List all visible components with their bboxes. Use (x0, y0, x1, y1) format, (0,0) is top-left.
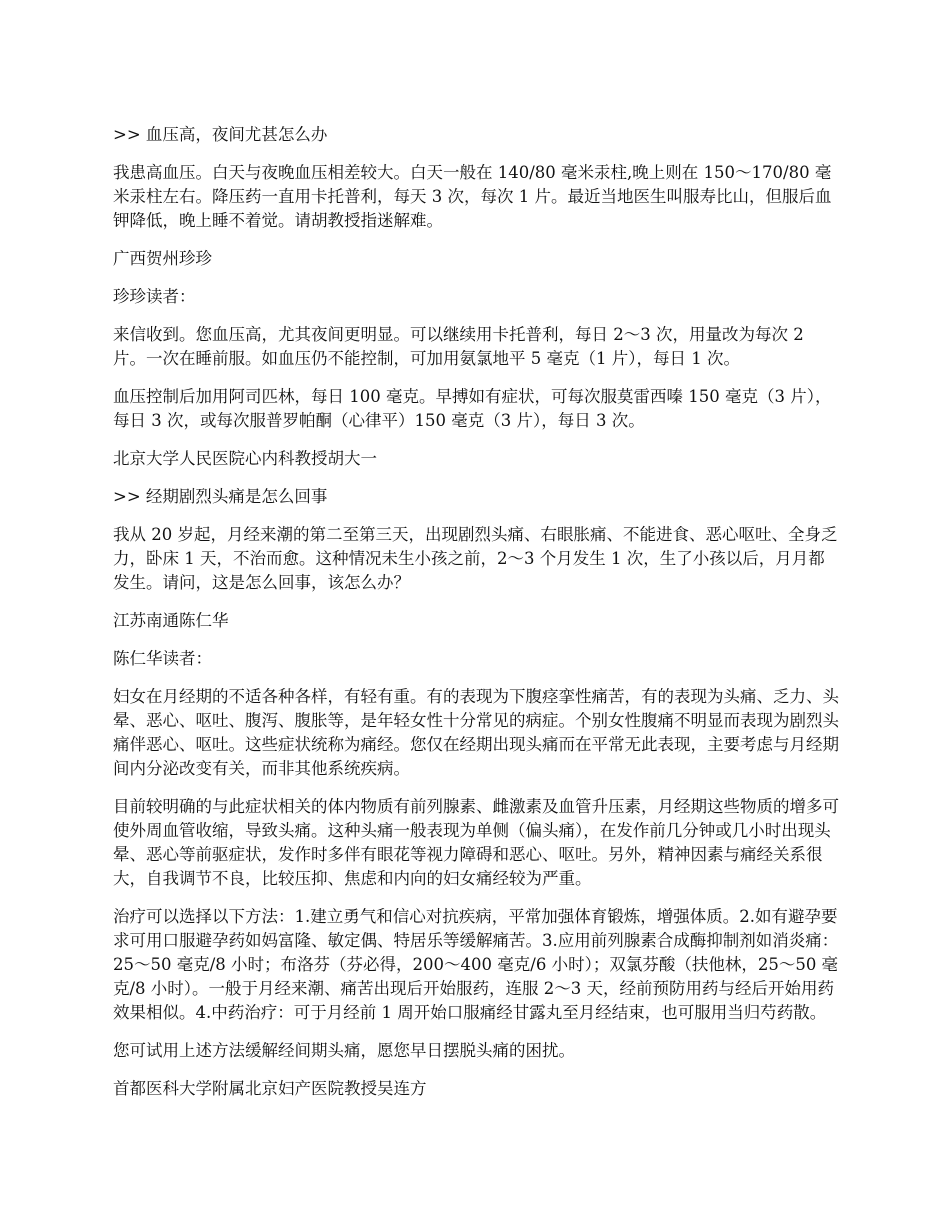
reader-signature: 广西贺州珍珍 (113, 249, 212, 268)
reply-paragraph: 妇女在月经期的不适各种各样，有轻有重。有的表现为下腹痉挛性痛苦，有的表现为头痛、乏力、头晕、恶心、呕吐、腹泻、腹胀等，是年轻女性十分常见的病症。个别女性腹痛不明显而表现为剧烈头痛伴恶心、呕吐。这些症状统称为痛经。您仅在经期出现头痛而在平常无此表现，主要考虑与月经期间内分泌改变有关，而非其他系统疾病。 (113, 687, 839, 778)
reply-paragraph: 您可试用上述方法缓解经间期头痛，愿您早日摆脱头痛的困扰。 (113, 1041, 575, 1060)
section-heading-blood-pressure: >> 血压高，夜间尤甚怎么办 (113, 125, 328, 144)
expert-signature: 北京大学人民医院心内科教授胡大一 (113, 449, 377, 468)
reader-question-paragraph: 我患高血压。白天与夜晚血压相差较大。白天一般在 140/80 毫米汞柱,晚上则在 150～170/80 毫米汞柱左右。降压药一直用卡托普利，每天 3 次，每次 1 片。最近当地医生叫服寿比山，但服后血钾降低，晚上睡不着觉。请胡教授指迷解难。 (113, 163, 832, 230)
reader-signature: 江苏南通陈仁华 (113, 611, 229, 630)
reader-question-paragraph: 我从 20 岁起，月经来潮的第二至第三天，出现剧烈头痛、右眼胀痛、不能进食、恶心呕吐、全身乏力，卧床 1 天，不治而愈。这种情况未生小孩之前，2～3 个月发生 1 次，生了小孩以后，月月都发生。请问，这是怎么回事，该怎么办？ (113, 525, 838, 592)
reply-paragraph: 来信收到。您血压高，尤其夜间更明显。可以继续用卡托普利，每日 2～3 次，用量改为每次 2 片。一次在睡前服。如血压仍不能控制，可加用氨氯地平 5 毫克（1 片），每日 1 次。 (113, 325, 804, 368)
document-body (113, 123, 841, 1115)
reply-paragraph: 血压控制后加用阿司匹林，每日 100 毫克。早搏如有症状，可每次服莫雷西嗪 150 毫克（3 片），每日 3 次，或每次服普罗帕酮（心律平）150 毫克（3 片），每日 3 次。 (113, 387, 832, 430)
reply-salutation: 珍珍读者： (113, 287, 196, 306)
section-heading-menstrual-headache: >> 经期剧烈头痛是怎么回事 (113, 487, 328, 506)
reply-salutation: 陈仁华读者： (113, 649, 212, 668)
expert-signature: 首都医科大学附属北京妇产医院教授吴连方 (113, 1079, 427, 1098)
reply-paragraph: 目前较明确的与此症状相关的体内物质有前列腺素、雌激素及血管升压素，月经期这些物质的增多可使外周血管收缩，导致头痛。这种头痛一般表现为单侧（偏头痛），在发作前几分钟或几小时出现头晕、恶心等前驱症状，发作时多伴有眼花等视力障碍和恶心、呕吐。另外，精神因素与痛经关系很大，自我调节不良，比较压抑、焦虑和内向的妇女痛经较为严重。 (113, 797, 839, 888)
reply-paragraph: 治疗可以选择以下方法：1.建立勇气和信心对抗疾病，平常加强体育锻炼，增强体质。2.如有避孕要求可用口服避孕药如妈富隆、敏定偶、特居乐等缓解痛苦。3.应用前列腺素合成酶抑制剂如消炎痛：25～50 毫克/8 小时；布洛芬（芬必得，200～400 毫克/6 小时）；双氯芬酸（扶他林，25～50 毫克/8 小时）。一般于月经来潮、痛苦出现后开始服药，连服 2～3 天，经前预防用药与经后开始用药效果相似。4.中药治疗：可于月经前 1 周开始口服痛经甘露丸至月经结束，也可服用当归芍药散。 (113, 907, 839, 1022)
